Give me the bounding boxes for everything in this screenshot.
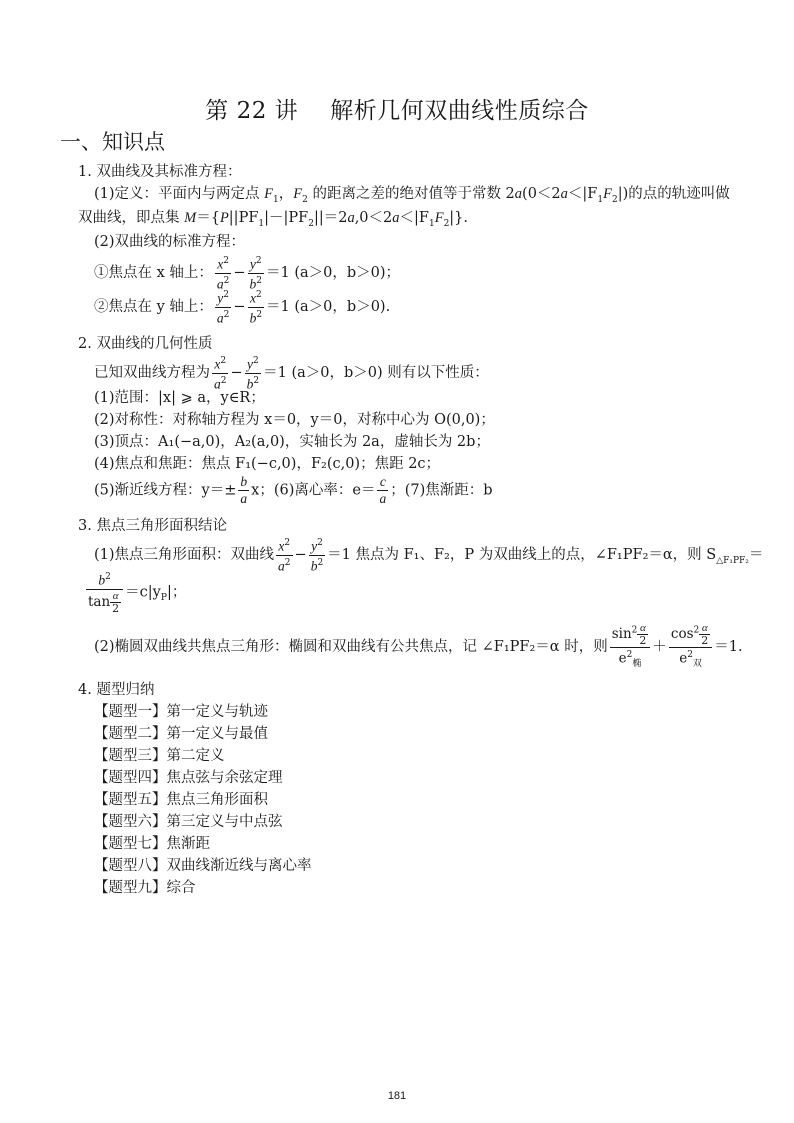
s1-y-axis-equation: ②焦点在 y 轴上： $\frac{y^2}{a^2}$ − $\frac{x^2}{b^2}$ ＝1 (a＞0，b＞0).: [94, 290, 391, 325]
s2-range: (1)范围：|x| ⩾ a，y∈R；: [94, 390, 265, 406]
s2-symmetry: (2)对称性：对称轴方程为 x＝0，y＝0，对称中心为 O(0,0)；: [94, 412, 495, 428]
list-item: 【题型七】焦渐距: [94, 836, 210, 852]
s1-x-axis-equation: ①焦点在 x 轴上： $\frac{x^2}{a^2}$ − $\frac{y^2}{b^2}$ ＝1 (a＞0，b＞0)；: [94, 256, 401, 291]
list-item: 【题型二】第一定义与最值: [94, 726, 268, 742]
s2-focus: (4)焦点和焦距：焦点 F₁(−c,0)，F₂(c,0)；焦距 2c；: [94, 456, 441, 472]
section-heading: 一、知识点: [60, 130, 165, 154]
list-item: 【题型五】焦点三角形面积: [94, 792, 268, 808]
s2-vertex: (3)顶点：A₁(−a,0)，A₂(a,0)，实轴长为 2a，虚轴长为 2b；: [94, 434, 490, 450]
s3-heading: 3. 焦点三角形面积结论: [78, 518, 227, 534]
s1-definition-line1: (1)定义：平面内与两定点 $F_1$，$F_2$ 的距离之差的绝对值等于常数 $2a(0<2a<|F_1F_2|)$的点的轨迹叫做: [94, 186, 730, 205]
list-item: 【题型八】双曲线渐近线与离心率: [94, 858, 312, 874]
s3-area-line2: $b^2$ tan $\frac{\alpha}{2}$ $=c|y_P|$；: [88, 572, 187, 615]
s2-intro: 已知双曲线方程为 $\frac{x^2}{a^2}$ − $\frac{y^2}{b^2}$ ＝1 (a＞0，b＞0) 则有以下性质：: [94, 356, 489, 391]
list-item: 【题型四】焦点弦与余弦定理: [94, 770, 283, 786]
list-item: 【题型三】第二定义: [94, 748, 225, 764]
s3-area-line1: (1)焦点三角形面积：双曲线 $\frac{x^2}{a^2}$ − $\frac{y^2}{b^2}$ ＝1 焦点为 F₁、F₂，P 为双曲线上的点，∠F₁PF₂＝α，则 $S_{\triangle F_1PF_2}=$: [94, 538, 764, 573]
list-item: 【题型六】第三定义与中点弦: [94, 814, 283, 830]
list-item: 【题型一】第一定义与轨迹: [94, 704, 268, 720]
s2-asymptote: (5)渐近线方程：y＝± $\frac{b}{a}$ x；(6)离心率：e＝ $\frac{c}{a}$ ；(7)焦渐距：b: [94, 474, 493, 506]
lecture-topic: 解析几何双曲线性质综合: [330, 98, 589, 124]
s1-standard-title: (2)双曲线的标准方程：: [94, 234, 246, 250]
lecture-number: 第 22 讲: [205, 98, 299, 124]
list-item: 【题型九】综合: [94, 880, 196, 896]
page-number: 181: [387, 1090, 407, 1102]
s1-heading: 1. 双曲线及其标准方程：: [78, 164, 242, 180]
s2-heading: 2. 双曲线的几何性质: [78, 336, 213, 352]
s3-cofocal-line: (2)椭圆双曲线共焦点三角形：椭圆和双曲线有公共焦点，记 ∠F₁PF₂＝α 时，则 $\sin^2$ $\frac{\alpha}{2}$ $e^2_椭$ ＋ $\cos^2$ $\frac{\alpha}{2}$ $e^2_双$ ＝1.: [94, 622, 743, 670]
page-title: [0, 92, 794, 125]
s1-definition-line2: 双曲线，即点集 $M=\{P||PF_1|-|PF_2||=2a,0<2a<|F_1F_2|\}$.: [78, 210, 469, 229]
s4-heading: 4. 题型归纳: [78, 682, 155, 698]
